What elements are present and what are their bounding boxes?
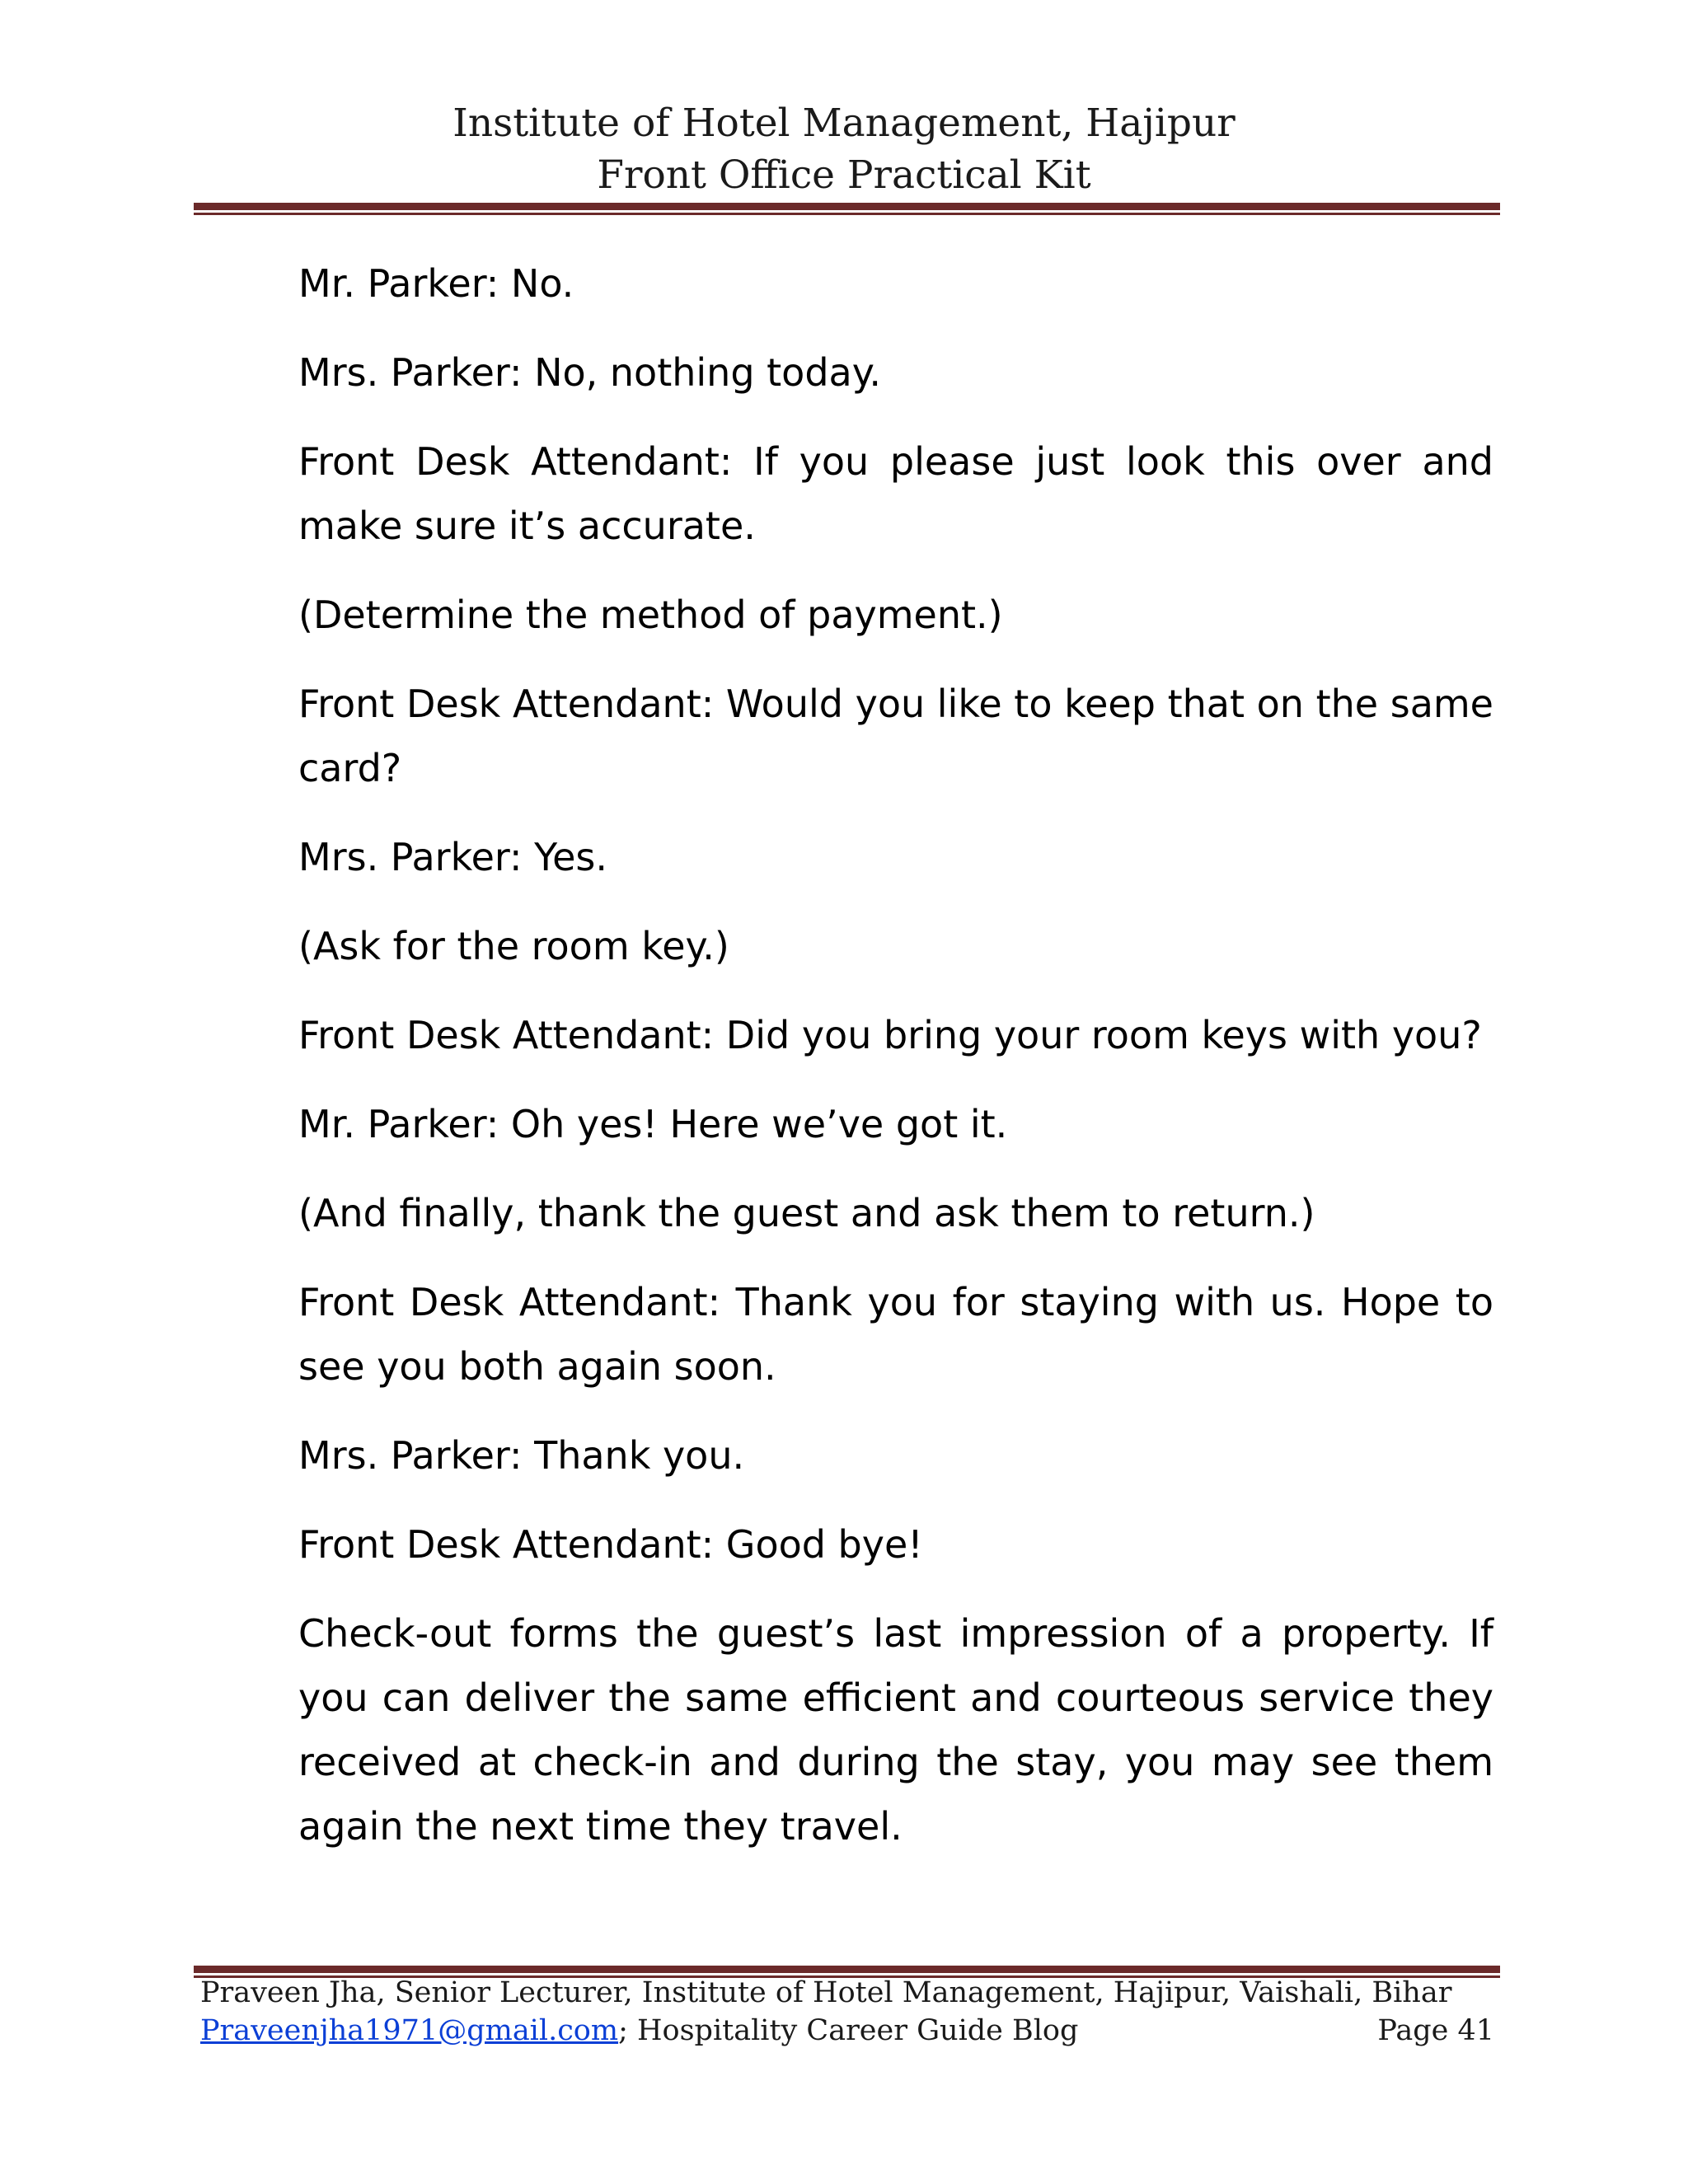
- paragraph: Mr. Parker: Oh yes! Here we’ve got it.: [298, 1102, 1008, 1146]
- paragraph: Mr. Parker: No.: [298, 261, 574, 306]
- page-header: [0, 97, 1688, 201]
- paragraph: Mrs. Parker: Yes.: [298, 835, 607, 879]
- header-divider: [194, 203, 1500, 215]
- footer-email-link[interactable]: Praveenjha1971@gmail.com: [200, 2014, 619, 2047]
- paragraph: Mrs. Parker: No, nothing today.: [298, 350, 882, 395]
- paragraph: Front Desk Attendant: If you please just look this over and make sure it’s accurate.: [298, 439, 1493, 548]
- paragraph: Front Desk Attendant: Did you bring your room keys with you?: [298, 1013, 1482, 1057]
- paragraph: Front Desk Attendant: Good bye!: [298, 1522, 923, 1567]
- footer-blog: ; Hospitality Career Guide Blog: [618, 2014, 1079, 2047]
- paragraph: (And finally, thank the guest and ask them to return.): [298, 1191, 1315, 1235]
- paragraph: (Determine the method of payment.): [298, 593, 1003, 637]
- paragraph: (Ask for the room key.): [298, 924, 729, 968]
- paragraph: Mrs. Parker: Thank you.: [298, 1433, 745, 1478]
- page-number: Page 41: [1377, 2014, 1494, 2047]
- footer-author: Praveen Jha, Senior Lecturer, Institute of Hotel Management, Hajipur, Vaishali, Bihar: [200, 1976, 1452, 2009]
- header-institute: Institute of Hotel Management, Hajipur: [452, 101, 1236, 146]
- paragraph: Check-out forms the guest’s last impression of a property. If you can deliver the same efficient and courteous service they received at check-in and during the stay, you may see them again the next time they travel.: [298, 1611, 1493, 1849]
- header-kit-title: Front Office Practical Kit: [597, 152, 1091, 198]
- paragraph: Front Desk Attendant: Thank you for staying with us. Hope to see you both again soon.: [298, 1280, 1493, 1389]
- page-footer: [200, 1974, 1494, 2050]
- document-body: [298, 251, 1493, 1883]
- paragraph: Front Desk Attendant: Would you like to keep that on the same card?: [298, 682, 1493, 790]
